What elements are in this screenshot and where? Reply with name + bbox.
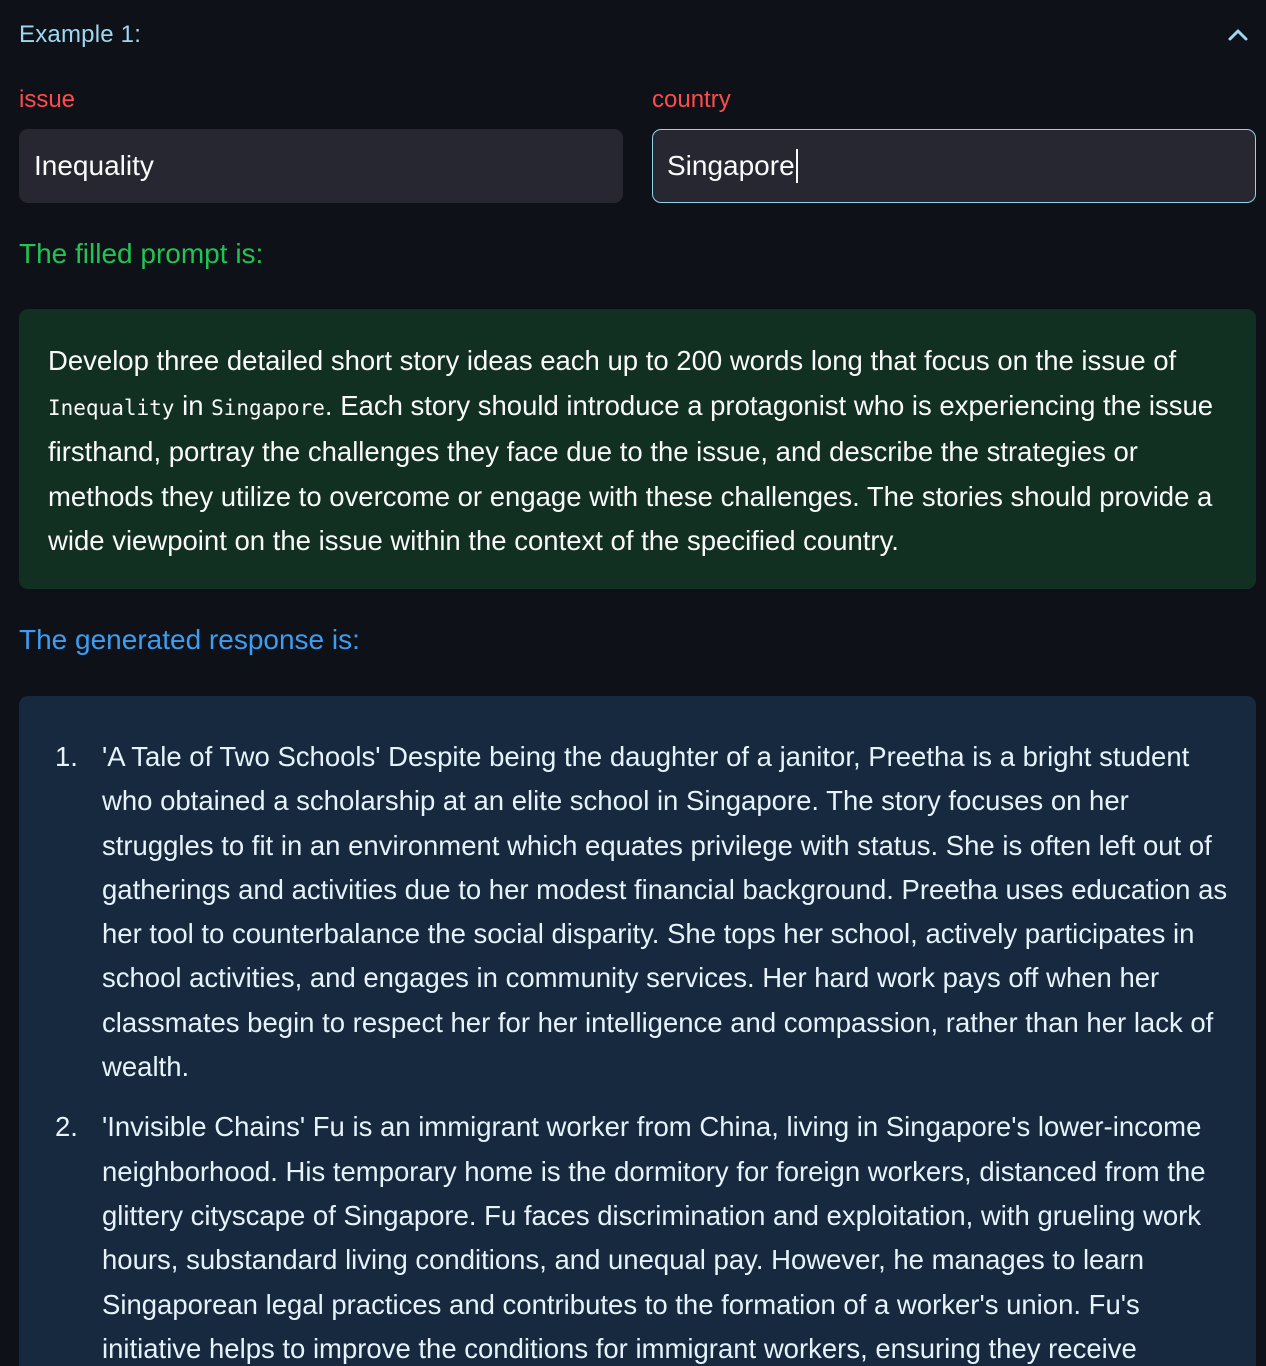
list-item-text: 'Invisible Chains' Fu is an immigrant worker from China, living in Singapore's lower-income neighborhood. His temporary home is the dormitory for foreign workers, distanced from the glittery cityscape of Singapore. Fu faces discrimination and exploitation, with grueling work hours, substandard living conditions, and unequal pay. However, he manages to learn Singaporean legal practices and contributes to the formation of a worker's union. Fu's initiative helps to improve the conditions for immigrant workers, ensuring they receive (102, 1111, 1206, 1364)
generated-response-box (19, 696, 1256, 1366)
issue-input[interactable] (19, 129, 623, 203)
list-item-number: 1. (55, 741, 78, 772)
generated-response-heading: The generated response is: (19, 624, 360, 655)
issue-label: issue (19, 86, 76, 113)
prompt-issue-code: Inequality (48, 395, 175, 420)
prompt-text-part1: Develop three detailed short story ideas each up to 200 words long that focus on the issue of (48, 345, 1177, 376)
prompt-text-part2: . Each story should introduce a protagonist who is experiencing the issue firsthand, portray the challenges they face due to the issue, and describe the strategies or methods they utilize to overcome or engage with these challenges. The stories should provide a wide viewpoint on the issue within the context of the specified country. (48, 389, 1214, 556)
expander-title: Example 1: (19, 21, 142, 48)
list-item (19, 1105, 1236, 1366)
text-cursor (796, 149, 798, 183)
issue-input-value: Inequality (34, 150, 154, 181)
list-item-text: 'A Tale of Two Schools' Despite being the daughter of a janitor, Preetha is a bright student who obtained a scholarship at an elite school in Singapore. The story focuses on her struggles to fit in an environment which equates privilege with status. She is often left out of gatherings and activities due to her modest financial background. Preetha uses education as her tool to counterbalance the social disparity. She tops her school, actively participates in school activities, and engages in community services. Her hard work pays off when her classmates begin to respect her for her intelligence and compassion, rather than her lack of wealth. (102, 741, 1228, 1083)
list-item-number: 2. (55, 1111, 78, 1143)
prompt-country-code: Singapore (211, 395, 325, 420)
list-item (19, 735, 1236, 1089)
filled-prompt-box (19, 309, 1256, 589)
filled-prompt-heading: The filled prompt is: (19, 238, 264, 269)
chevron-up-icon[interactable] (1224, 22, 1252, 46)
prompt-text-in: in (182, 389, 204, 421)
country-label: country (652, 86, 731, 113)
country-input-value: Singapore (667, 150, 795, 181)
response-list (19, 735, 1236, 1366)
expander-header[interactable] (0, 0, 1266, 70)
country-input[interactable] (652, 129, 1256, 203)
